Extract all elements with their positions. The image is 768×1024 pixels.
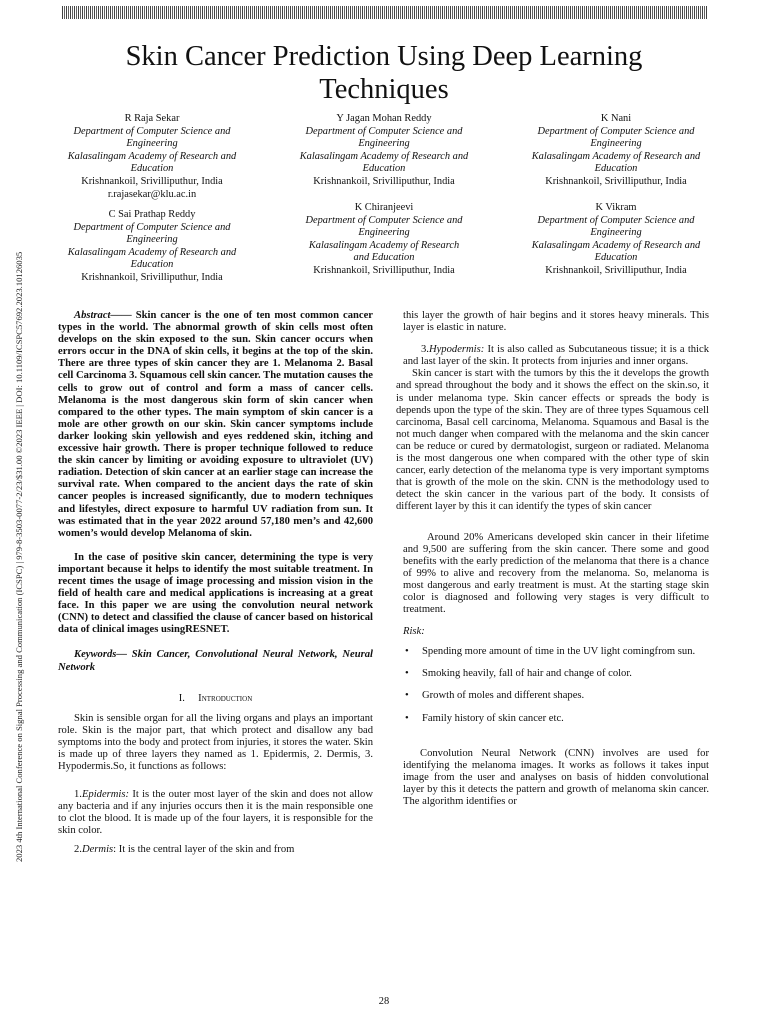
risk-heading: Risk: — [403, 626, 425, 638]
section-heading-introduction: I. Introduction — [178, 692, 253, 704]
intro-paragraph: Skin is sensible organ for all the living organs and plays an important role. Skin is the major part, that which protect and disallow any bad symptoms into the body and protect from injuries, it stores the water. Skin is made up of three layers they named as 1. Epidermis, 2. Dermis, 3. Hypodermis.So, it functions as follows: — [58, 712, 373, 773]
risk-item: • Smoking heavily, fall of hair and change of color. — [403, 668, 709, 680]
risk-item: • Spending more amount of time in the UV light comingfrom sun. — [403, 646, 709, 658]
statistics-paragraph: Around 20% Americans developed skin cancer in their lifetime and 9,500 are suffering from the skin cancer. There some and good benefits with the early prediction of the melanoma that there is a chance of 99% to alive and recovery from the melanoma. So, melanoma is most dangerous and early treatment is must. At the starting stage skin color is diagnosed and following very stages is very difficult to treatment. — [403, 531, 709, 616]
author-5: K Chiranjeevi Department of Computer Science and Engineering Kalasalingam Academy of Research and Education Krishnankoil, Srivilliputhur, India — [305, 202, 463, 276]
author-4: C Sai Prathap Reddy Department of Computer Science and Engineering Kalasalingam Academy of Research and Education Krishnankoil, Srivilliputhur, India — [67, 209, 237, 283]
author-1: R Raja Sekar Department of Computer Science and Engineering Kalasalingam Academy of Research and Education Krishnankoil, Srivilliputhur, India r.rajasekar@klu.ac.in — [58, 113, 246, 201]
cnn-paragraph: Convolution Neural Network (CNN) involves are used for identifying the melanoma images. It works as follows it takes input image from the user and analyses on basis of hidden convolutional layer by this it detects the pattern and growth of melanoma skin cancer. The algorithm identifies or — [403, 747, 709, 807]
doi-sidebar: 2023 4th International Conference on Signal Processing and Communication (ICSPC) | 979-8-3503-0077-2/23/$31.00 ©2023 IEEE | DOI: 10.1109/ICSPC57692.2023.10126035 — [14, 251, 24, 862]
right-column — [396, 310, 709, 808]
paper-title: Skin Cancer Prediction Using Deep Learning Techniques — [125, 41, 643, 105]
epidermis-paragraph: 1.Epidermis: It is the outer most layer of the skin and does not allow any bacteria and if any injuries occurs then it is the main responsible one to clot the blood. It is made up of the four layers, it is responsible for the skin color. — [58, 789, 373, 837]
author-3: K Nani Department of Computer Science and Engineering Kalasalingam Academy of Research and Education Krishnankoil, Srivilliputhur, India — [531, 113, 701, 187]
abstract-paragraph-2: In the case of positive skin cancer, determining the type is very important because it helps to identify the most suitable treatment. In recent times the usage of image processing and mission vision in the field of health care and medical applications is increasing at a great face. In this paper we are using the convolution neural network (CNN) to detect and classified the clause of cancer based on historical data of clinical images usingRESNET. — [58, 551, 373, 636]
left-column — [58, 310, 373, 856]
dermis-continuation: this layer the growth of hair begins and it stores heavy minerals. This layer is elastic in nature. — [403, 310, 709, 334]
risk-item: • Family history of skin cancer etc. — [403, 713, 709, 725]
skin-cancer-paragraph: Skin cancer is start with the tumors by this the it develops the growth and spread throughout the body and it shows the effect on the skin.so, it is under melanoma type. Skin cancer effects or spreads the body is depends upon the type of the skin. They are of three types Squamous cell carcinoma, Basal cell carcinoma, Melanoma. Squamous and Basal is the not much danger when compared with the melanoma and the skin cancer can be reduce or cured by dermatologist, surgeon or radiated. Melanoma is the most dangerous one when compared with the other type of skin cancer, early detection of the melanoma type is very important symptoms that is growth of the mole on the skin. CNN is the methodology used to detect the skin cancer in the various part of the body. It consists of different layer by this it can identify the types of skin cancer — [396, 368, 709, 513]
abstract: Abstract—— Skin cancer is the one of ten most common cancer types in the world. The abnormal growth of skin cells most often develops on the skin exposed to the sun. Skin cancer occurs when errors occur in the DNA of skin cells, it begins at the top of the skin. There are three types of skin cancer they are 1. Melanoma 2. Basal cell Carcinoma 3. Squamous cell skin cancer. The mutation causes the cells to grow out of control and form a mass of cancer cells. Melanoma is the most dangerous skin form of skin cancer when compared to the other types. The main symptom of skin cancer is a mole are other growth on our skin. Skin cancer symptoms include darker looking skin yellowish and eyes reddened skin, itching and excessive hair growth. There is proper technique followed to reduce the skin cancer by limiting or avoiding exposure to ultraviolet (UV) radiation. Detection of skin cancer at an earlier stage can increase the survival rate. When compared to the ancient days the rate of skin cancer peoples is increased significantly, due to modern techniques and lifestyles, direct exposure to harmful UV radiation from sun. It was estimated that in the year 2022 around 57,180 men’s and 42,600 women’s would develop Melanoma of skin. — [58, 310, 373, 539]
keywords: Keywords— Skin Cancer, Convolutional Neural Network, Neural Network — [58, 649, 373, 673]
author-email: r.rajasekar@klu.ac.in — [107, 188, 197, 200]
dermis-paragraph: 2.Dermis: It is the central layer of the skin and from — [74, 843, 295, 855]
risk-list — [396, 646, 709, 724]
author-6: K Vikram Department of Computer Science and Engineering Kalasalingam Academy of Research and Education Krishnankoil, Srivilliputhur, India — [531, 202, 701, 276]
header-barcode — [62, 6, 708, 19]
hypodermis-paragraph: 3.Hypodermis: It is also called as Subcutaneous tissue; it is a thick and last layer of the skin. It protects from injuries and inner organs. — [403, 344, 709, 368]
risk-item: • Growth of moles and different shapes. — [403, 690, 709, 702]
author-2: Y Jagan Mohan Reddy Department of Computer Science and Engineering Kalasalingam Academy of Research and Education Krishnankoil, Srivilliputhur, India — [299, 113, 469, 187]
page-number: 28 — [378, 996, 390, 1007]
